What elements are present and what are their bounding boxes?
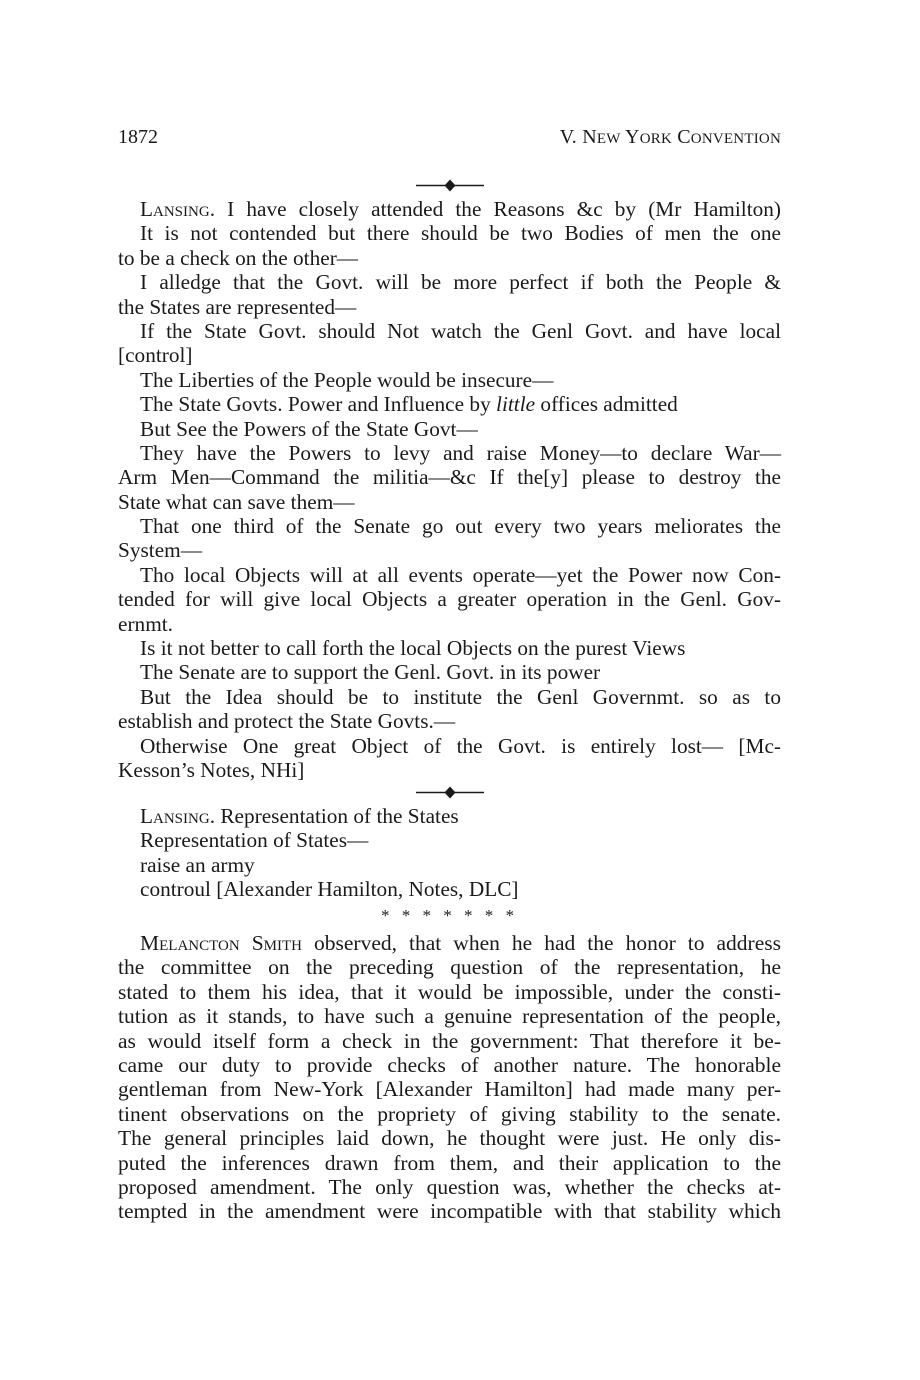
text-line: The Senate are to support the Genl. Govt. in its power (140, 660, 601, 685)
text-line: That one third of the Senate go out every two years meliorates the (140, 514, 781, 539)
text-line: System— (118, 538, 203, 563)
text-line: tution as it stands, to have such a genuine representation of the people, (118, 1004, 781, 1029)
text-line: State what can save them— (118, 489, 355, 514)
text-line: to be a check on the other— (118, 245, 359, 270)
text-line: tinent observations on the propriety of giving stability to the senate. (118, 1101, 781, 1126)
text-line: Kesson’s Notes, NHi] (118, 757, 305, 782)
text-line: They have the Powers to levy and raise Money—to declare War— (140, 440, 781, 465)
text-line: It is not contended but there should be two Bodies of men the one (140, 221, 781, 246)
text-line: gentleman from New-York [Alexander Hamilton] had made many per- (118, 1077, 781, 1102)
section-separator: * * * * * * * (381, 906, 518, 925)
text-line: stated to them his idea, that it would be impossible, under the consti- (118, 979, 781, 1004)
text-line: I alledge that the Govt. will be more perfect if both the People & (140, 270, 781, 295)
text-line: If the State Govt. should Not watch the Genl Govt. and have local (140, 318, 781, 343)
text-line: The general principles laid down, he thought were just. He only dis- (118, 1126, 781, 1151)
running-head (118, 124, 781, 150)
text-line: proposed amendment. The only question was, whether the checks at- (118, 1174, 781, 1199)
text-line: came our duty to provide checks of another nature. The honorable (118, 1052, 781, 1077)
speaker-name: Lansing (140, 804, 210, 828)
text-line: puted the inferences drawn from them, and their application to the (118, 1150, 781, 1175)
text-line: Is it not better to call forth the local Objects on the purest Views (140, 636, 686, 661)
book-page (118, 0, 781, 1380)
text-line: The State Govts. Power and Influence by little offices admitted (140, 392, 678, 417)
rule-diamond-ornament-icon (118, 785, 781, 799)
text-line: establish and protect the State Govts.— (118, 709, 456, 734)
text-line: tempted in the amendment were incompatible with that stability which (118, 1199, 781, 1224)
text-line: Arm Men—Command the militia—&c If the[y] please to destroy the (118, 465, 781, 490)
lansing-hamilton-notes (118, 804, 781, 902)
text-line: But the Idea should be to institute the Genl Governmt. so as to (140, 684, 781, 709)
text-line: Otherwise One great Object of the Govt. is entirely lost— [Mc- (140, 733, 781, 758)
text-line: Lansing. Representation of the States (140, 804, 459, 828)
speaker-name: Melancton Smith (140, 931, 302, 955)
text-line: the States are represented— (118, 294, 357, 319)
text-line: tended for will give local Objects a greater operation in the Genl. Gov- (118, 587, 781, 612)
text-line: Lansing. I have closely attended the Reasons &c by (Mr Hamilton) (140, 197, 781, 221)
text-line: The Liberties of the People would be insecure— (140, 367, 554, 392)
speaker-name: Lansing (140, 197, 210, 221)
text-line: as would itself form a check in the government: That therefore it be- (118, 1028, 781, 1053)
lansing-mckesson-notes (118, 197, 781, 782)
text-line: [control] (118, 343, 193, 368)
text-line: raise an army (140, 852, 255, 877)
running-title (560, 124, 781, 152)
text-line: But See the Powers of the State Govt— (140, 416, 478, 441)
text-line: controul [Alexander Hamilton, Notes, DLC] (140, 877, 519, 902)
page-number: 1872 (118, 126, 158, 148)
text-line: Tho local Objects will at all events operate—yet the Power now Con- (140, 562, 781, 587)
text-line: Representation of States— (140, 828, 369, 853)
text-line: ernmt. (118, 611, 173, 636)
running-title-text: V. NEW YORK CONVENTION (559, 126, 781, 148)
rule-diamond-ornament-icon (118, 178, 781, 192)
text-line: the committee on the preceding question of the representation, he (118, 955, 781, 980)
smith-speech (118, 931, 781, 1224)
text-line: Melancton Smith observed, that when he had the honor to address (140, 931, 781, 955)
